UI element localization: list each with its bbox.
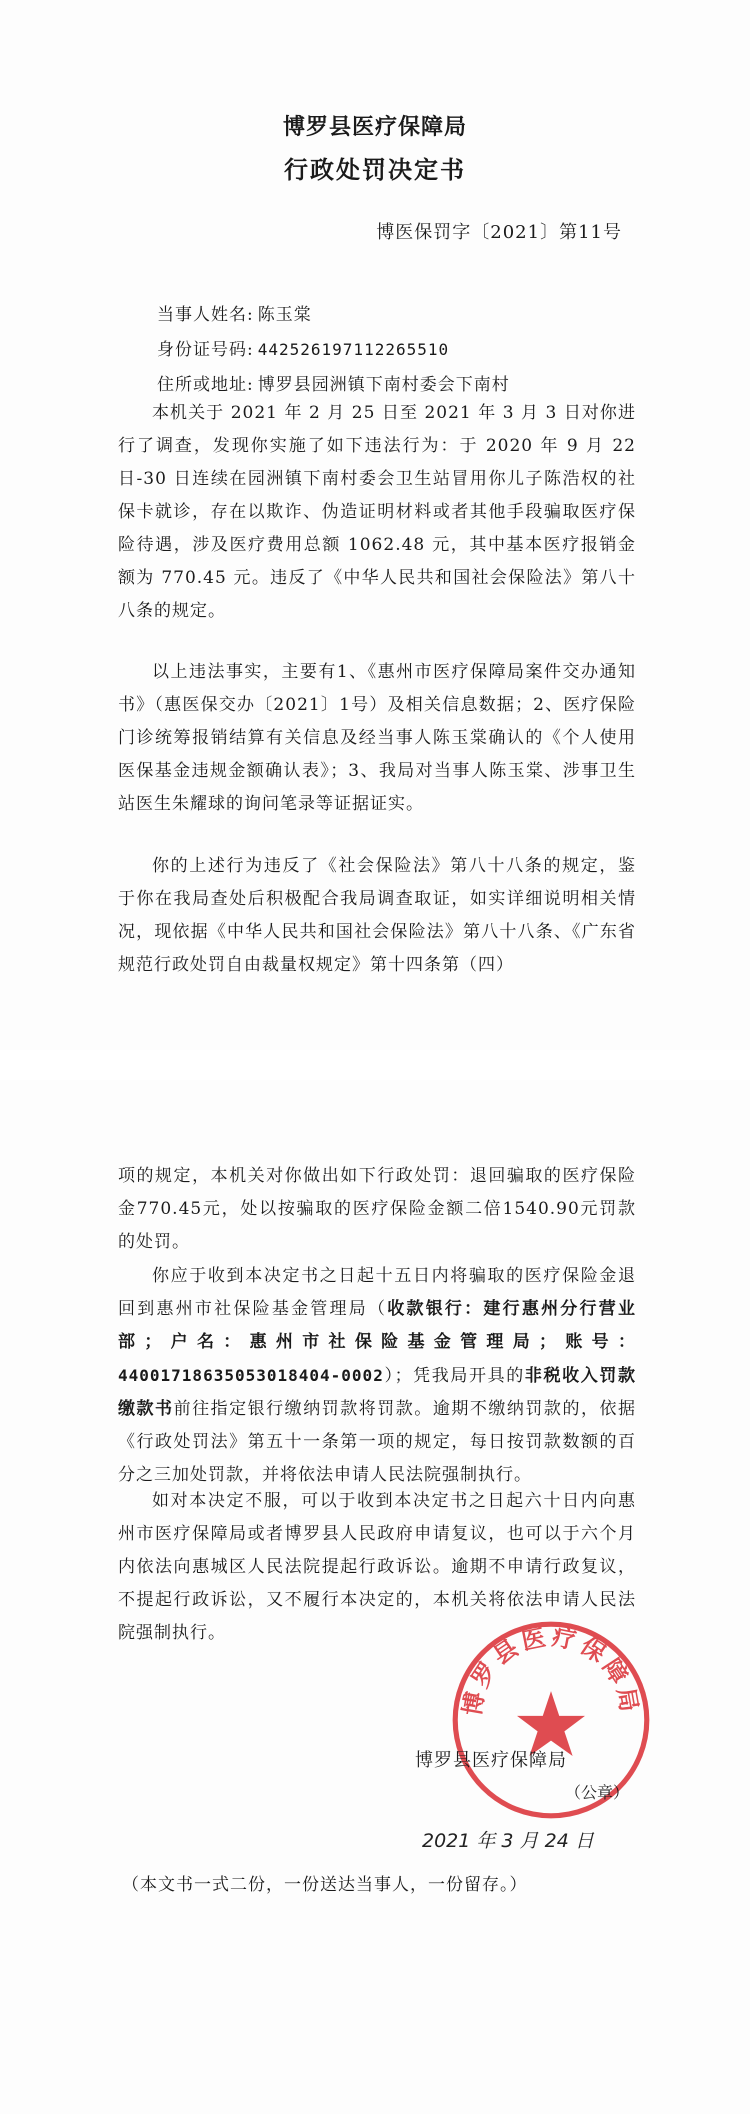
copies-footnote: （本文书一式二份，一份送达当事人，一份留存。）	[122, 1875, 528, 1895]
signature-organization: 博罗县医疗保障局	[415, 1750, 567, 1771]
party-id-label: 身份证号码:	[157, 340, 254, 360]
party-name-label: 当事人姓名:	[157, 305, 254, 325]
document-number: 博医保罚字〔2021〕第11号	[376, 222, 622, 243]
payment-text-f: 前往指定银行缴纳罚款将罚款。逾期不缴纳罚款的，依据《行政处罚法》第五十一条第一项的规定，每日按罚款数额的百分之三加处罚款，并将依法申请人民法院强制执行。	[118, 1399, 637, 1485]
party-id-value: 442526197112265510	[257, 340, 450, 359]
party-name-field	[157, 300, 312, 325]
party-address-label: 住所或地址:	[157, 375, 254, 395]
document-page-1	[0, 0, 750, 1050]
issuing-organization: 博罗县医疗保障局	[282, 114, 467, 140]
bank-details: 收款银行：建行惠州分行营业部；户名：惠州市社保险基金管理局；账号：	[118, 1299, 637, 1352]
seal-text: 博罗县医疗保障局	[457, 1622, 645, 1718]
seal-note: （公章）	[565, 1783, 630, 1802]
party-address-field	[157, 370, 510, 395]
party-id-field	[157, 335, 449, 360]
document-page-2	[0, 1080, 750, 2114]
bank-account-number: 44001718635053018404-0002	[118, 1366, 384, 1385]
investigation-paragraph: 本机关于 2021 年 2 月 25 日至 2021 年 3 月 3 日对你进行了调查，发现你实施了如下违法行为：于 2020 年 9 月 22 日-30 日连续在园洲镇下南村委会卫生站冒用你儿子陈浩权的社保卡就诊，存在以欺诈、伪造证明材料或者其他手段骗取医疗保险待遇，涉及医疗费用总额 1062.48 元，其中基本医疗报销金额为 770.45 元。违反了《中华人民共和国社会保险法》第八十八条的规定。	[118, 403, 636, 621]
payment-slip-name: 非税收入罚款缴款书	[118, 1366, 637, 1419]
penalty-paragraph: 项的规定，本机关对你做出如下行政处罚：退回骗取的医疗保险金770.45元，处以按骗取的医疗保险金额二倍1540.90元罚款的处罚。	[118, 1166, 636, 1252]
party-name-value: 陈玉棠	[257, 305, 312, 325]
document-title: 行政处罚决定书	[284, 155, 466, 184]
legal-basis-paragraph: 你的上述行为违反了《社会保险法》第八十八条的规定，鉴于你在我局查处后积极配合我局调查取证，如实详细说明相关情况，现依据《中华人民共和国社会保险法》第八十八条、《广东省规范行政处罚自由裁量权规定》第十四条第（四）	[118, 856, 636, 975]
payment-instruction-paragraph	[118, 1260, 636, 1492]
payment-text-d: ）；凭我局开具的	[383, 1366, 525, 1386]
payment-text-a: 你应于收到本决定书之日起十五日内将骗取的医疗保险金退回到惠州市社保险基金管理局（	[118, 1266, 636, 1319]
page-gap	[0, 1050, 750, 1080]
appeal-rights-paragraph: 如对本决定不服，可以于收到本决定书之日起六十日内向惠州市医疗保障局或者博罗县人民政府申请复议，也可以于六个月内依法向惠城区人民法院提起行政诉讼。逾期不申请行政复议，不提起行政诉讼，又不履行本决定的，本机关将依法申请人民法院强制执行。	[118, 1491, 636, 1643]
party-address-value: 博罗县园洲镇下南村委会下南村	[257, 375, 510, 395]
evidence-paragraph: 以上违法事实，主要有1、《惠州市医疗保障局案件交办通知书》（惠医保交办〔2021〕1号）及相关信息数据；2、医疗保险门诊统筹报销结算有关信息及经当事人陈玉棠确认的《个人使用医保基金违规金额确认表》；3、我局对当事人陈玉棠、涉事卫生站医生朱耀球的询问笔录等证据证实。	[118, 662, 636, 814]
signature-date: 2021 年 3 月 24 日	[422, 1830, 594, 1852]
